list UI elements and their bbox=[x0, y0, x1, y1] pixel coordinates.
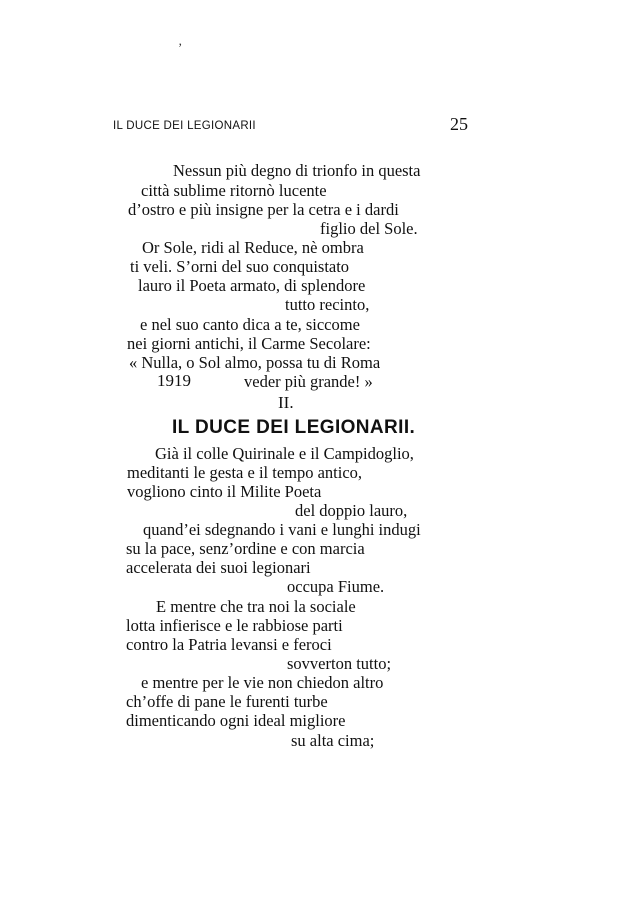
poem-line: città sublime ritornò lucente bbox=[141, 181, 327, 200]
poem-line: Già il colle Quirinale e il Campidoglio, bbox=[155, 444, 414, 463]
poem-line: nei giorni antichi, il Carme Secolare: bbox=[127, 334, 371, 353]
poem-line: contro la Patria levansi e feroci bbox=[126, 635, 332, 654]
poem-line: sovverton tutto; bbox=[287, 654, 392, 673]
stray-mark: ʼ bbox=[178, 40, 183, 55]
poem-line: Or Sole, ridi al Reduce, nè ombra bbox=[142, 238, 364, 257]
poem-line: veder più grande! » bbox=[244, 372, 373, 391]
section-title: IL DUCE DEI LEGIONARII. bbox=[172, 417, 416, 438]
poem-line: su la pace, senz’ordine e con marcia bbox=[126, 539, 365, 558]
poem-date: 1919 bbox=[157, 371, 191, 390]
poem-line: Nessun più degno di trionfo in questa bbox=[173, 161, 421, 180]
poem-line: occupa Fiume. bbox=[287, 577, 385, 596]
poem-line: figlio del Sole. bbox=[320, 219, 418, 238]
poem-line: E mentre che tra noi la sociale bbox=[156, 597, 356, 616]
poem-line: del doppio lauro, bbox=[295, 501, 408, 520]
poem-line: e mentre per le vie non chiedon altro bbox=[141, 673, 384, 692]
poem-line: tutto recinto, bbox=[285, 295, 370, 314]
poem-line: vogliono cinto il Milite Poeta bbox=[127, 482, 322, 501]
poem-line: dimenticando ogni ideal migliore bbox=[126, 711, 346, 730]
poem-line: « Nulla, o Sol almo, possa tu di Roma bbox=[129, 353, 381, 372]
page-number: 25 bbox=[450, 114, 468, 134]
poem-line: d’ostro e più insigne per la cetra e i dardi bbox=[128, 200, 399, 219]
poem-line: ti veli. S’orni del suo conquistato bbox=[130, 257, 350, 276]
poem-line: lauro il Poeta armato, di splendore bbox=[138, 276, 366, 295]
poem-line: quand’ei sdegnando i vani e lunghi indugi bbox=[143, 520, 421, 539]
poem-line: su alta cima; bbox=[291, 731, 375, 750]
poem-line: meditanti le gesta e il tempo antico, bbox=[127, 463, 363, 482]
section-number: II. bbox=[278, 393, 294, 412]
poem-line: lotta infierisce e le rabbiose parti bbox=[126, 616, 343, 635]
running-head: IL DUCE DEI LEGIONARII bbox=[113, 120, 256, 132]
poem-line: ch’offe di pane le furenti turbe bbox=[126, 692, 328, 711]
poem-line: e nel suo canto dica a te, siccome bbox=[140, 315, 360, 334]
poem-line: accelerata dei suoi legionari bbox=[126, 558, 311, 577]
